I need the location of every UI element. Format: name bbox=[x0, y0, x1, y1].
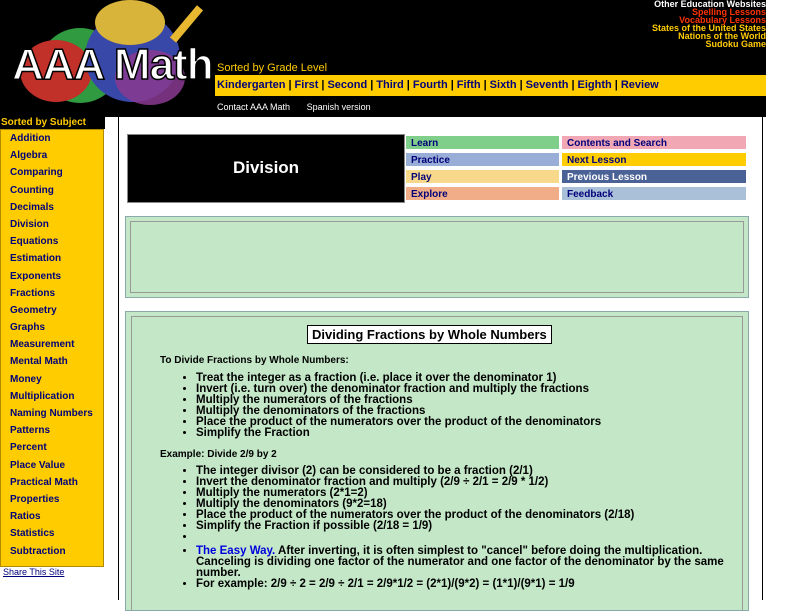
sidebar-item-graphs[interactable]: Graphs bbox=[10, 322, 46, 334]
grade-link-fourth[interactable]: Fourth bbox=[412, 79, 448, 91]
sidebar-item-estimation[interactable]: Estimation bbox=[10, 253, 62, 265]
intro-heading: To Divide Fractions by Whole Numbers: bbox=[160, 355, 349, 366]
list-item: • Multiply the numerators of the fractions bbox=[196, 395, 756, 406]
ext-link-other-education[interactable]: Other Education Websites bbox=[654, 0, 766, 9]
list-item: • Multiply the denominators (9*2=18) bbox=[196, 499, 756, 510]
grade-separator: | bbox=[450, 79, 454, 91]
sidebar-item-counting[interactable]: Counting bbox=[10, 184, 54, 196]
sidebar-item-mental-math[interactable]: Mental Math bbox=[10, 356, 68, 368]
intro-steps-list bbox=[172, 373, 756, 439]
external-links bbox=[652, 0, 766, 48]
sidebar-item-patterns[interactable]: Patterns bbox=[10, 425, 51, 437]
grade-link-seventh[interactable]: Seventh bbox=[525, 79, 569, 91]
nav-play[interactable]: Play bbox=[405, 169, 560, 184]
grade-link-third[interactable]: Third bbox=[376, 79, 404, 91]
sidebar-title: Sorted by Subject bbox=[0, 117, 105, 129]
grade-links bbox=[217, 79, 659, 91]
example-steps-list bbox=[172, 466, 756, 590]
sidebar-item-percent[interactable]: Percent bbox=[10, 442, 47, 454]
sidebar-item-decimals[interactable]: Decimals bbox=[10, 201, 54, 213]
ext-link-spelling[interactable]: Spelling Lessons bbox=[691, 7, 766, 17]
sidebar-item-naming-numbers[interactable]: Naming Numbers bbox=[10, 408, 93, 419]
sidebar-item-subtraction[interactable]: Subtraction bbox=[10, 545, 66, 557]
list-item bbox=[196, 546, 756, 579]
grade-link-first[interactable]: First bbox=[294, 79, 319, 91]
list-item: • Multiply the denominators of the fractions bbox=[196, 406, 756, 417]
sidebar-item-comparing[interactable]: Comparing bbox=[10, 167, 63, 179]
nav-feedback[interactable]: Feedback bbox=[561, 186, 747, 201]
grade-separator: | bbox=[370, 79, 374, 91]
grade-link-sixth[interactable]: Sixth bbox=[489, 79, 517, 91]
spanish-version-link[interactable]: Spanish version bbox=[306, 102, 371, 112]
sidebar-item-division[interactable]: Division bbox=[10, 218, 49, 230]
list-item: • Invert (i.e. turn over) the denominator fraction and multiply the fractions bbox=[196, 384, 756, 395]
nav-practice[interactable]: Practice bbox=[405, 152, 560, 167]
sidebar-item-statistics[interactable]: Statistics bbox=[10, 528, 55, 540]
grade-link-fifth[interactable]: Fifth bbox=[456, 79, 481, 91]
grade-link-review[interactable]: Review bbox=[620, 79, 659, 91]
list-item: • Invert the denominator fraction and multiply (2/9 ÷ 2/1 = 2/9 * 1/2) bbox=[196, 477, 756, 488]
ext-link-vocabulary[interactable]: Vocabulary Lessons bbox=[679, 15, 766, 25]
grade-separator: | bbox=[614, 79, 618, 91]
list-item: • Place the product of the numerators over the product of the denominators (2/18) bbox=[196, 510, 756, 521]
sidebar-item-properties[interactable]: Properties bbox=[10, 493, 60, 505]
site-logo[interactable] bbox=[0, 0, 215, 117]
nav-contents-and-search[interactable]: Contents and Search bbox=[561, 135, 747, 150]
lesson-title: Dividing Fractions by Whole Numbers bbox=[307, 325, 552, 344]
list-item: • Multiply the numerators (2*1=2) bbox=[196, 488, 756, 499]
easy-way-text: After inverting, it is often simplest to "cancel" before doing the multiplication. Canceling is dividing one factor of the numerator and one factor of the denominator by the same number. bbox=[196, 545, 724, 579]
grade-link-kindergarten[interactable]: Kindergarten bbox=[217, 79, 286, 91]
list-item: • For example: 2/9 ÷ 2 = 2/9 ÷ 2/1 = 2/9*1/2 = (2*1)/(9*2) = (1*1)/(9*1) = 1/9 bbox=[196, 579, 756, 590]
pencil-icon bbox=[170, 5, 203, 42]
ad-panel bbox=[125, 216, 749, 298]
list-item: • Treat the integer as a fraction (i.e. place it over the denominator 1) bbox=[196, 373, 756, 384]
list-item bbox=[196, 532, 756, 543]
grade-separator: | bbox=[571, 79, 575, 91]
sidebar-item-money[interactable]: Money bbox=[10, 373, 42, 385]
lesson-panel-inner bbox=[131, 316, 743, 610]
easy-way-label: The Easy Way. bbox=[196, 545, 276, 557]
grade-nav-bar bbox=[215, 75, 766, 96]
sidebar-item-exponents[interactable]: Exponents bbox=[10, 270, 62, 282]
list-item: • Simplify the Fraction if possible (2/18 = 1/9) bbox=[196, 521, 756, 532]
logo-circle-yellow bbox=[95, 0, 165, 45]
list-item: • The integer divisor (2) can be considered to be a fraction (2/1) bbox=[196, 466, 756, 477]
sidebar-item-place-value[interactable]: Place Value bbox=[10, 459, 66, 471]
grade-separator: | bbox=[406, 79, 410, 91]
ext-link-sudoku[interactable]: Sudoku Game bbox=[705, 39, 766, 49]
sorted-by-grade-label: Sorted by Grade Level bbox=[217, 62, 328, 74]
sidebar-item-geometry[interactable]: Geometry bbox=[10, 304, 57, 316]
nav-explore[interactable]: Explore bbox=[405, 186, 560, 201]
nav-learn[interactable]: Learn bbox=[405, 135, 560, 150]
list-item: • Place the product of the numerators over the product of the denominators bbox=[196, 417, 756, 428]
grade-link-second[interactable]: Second bbox=[327, 79, 368, 91]
sidebar-item-fractions[interactable]: Fractions bbox=[10, 287, 56, 299]
grade-separator: | bbox=[483, 79, 487, 91]
nav-previous-lesson[interactable]: Previous Lesson bbox=[561, 169, 747, 184]
sidebar-item-multiplication[interactable]: Multiplication bbox=[10, 390, 75, 402]
ext-link-nations[interactable]: Nations of the World bbox=[678, 31, 766, 41]
sidebar-item-ratios[interactable]: Ratios bbox=[10, 511, 41, 523]
ad-panel-inner bbox=[130, 221, 744, 293]
grade-separator: | bbox=[288, 79, 292, 91]
nav-next-lesson[interactable]: Next Lesson bbox=[561, 152, 747, 167]
sidebar-item-algebra[interactable]: Algebra bbox=[10, 150, 48, 162]
site-header bbox=[0, 0, 766, 117]
grade-link-eighth[interactable]: Eighth bbox=[577, 79, 612, 91]
sidebar-item-measurement[interactable]: Measurement bbox=[10, 339, 75, 351]
sidebar-item-equations[interactable]: Equations bbox=[10, 236, 59, 248]
header-links bbox=[217, 102, 385, 112]
grade-separator: | bbox=[519, 79, 523, 91]
grade-separator: | bbox=[321, 79, 325, 91]
sidebar-item-practical-math[interactable]: Practical Math bbox=[10, 476, 78, 488]
subject-sidebar bbox=[0, 129, 104, 567]
sidebar-item-addition[interactable]: Addition bbox=[10, 133, 51, 144]
contact-link[interactable]: Contact AAA Math bbox=[217, 102, 291, 112]
logo-text: AAA Math bbox=[12, 40, 213, 89]
lesson-panel bbox=[125, 311, 749, 611]
ext-link-states[interactable]: States of the United States bbox=[651, 23, 766, 33]
share-this-site-link[interactable]: Share This Site bbox=[3, 567, 65, 577]
example-heading: Example: Divide 2/9 by 2 bbox=[160, 449, 277, 460]
page-title: Division bbox=[127, 134, 405, 203]
list-item: • Simplify the Fraction bbox=[196, 428, 756, 439]
